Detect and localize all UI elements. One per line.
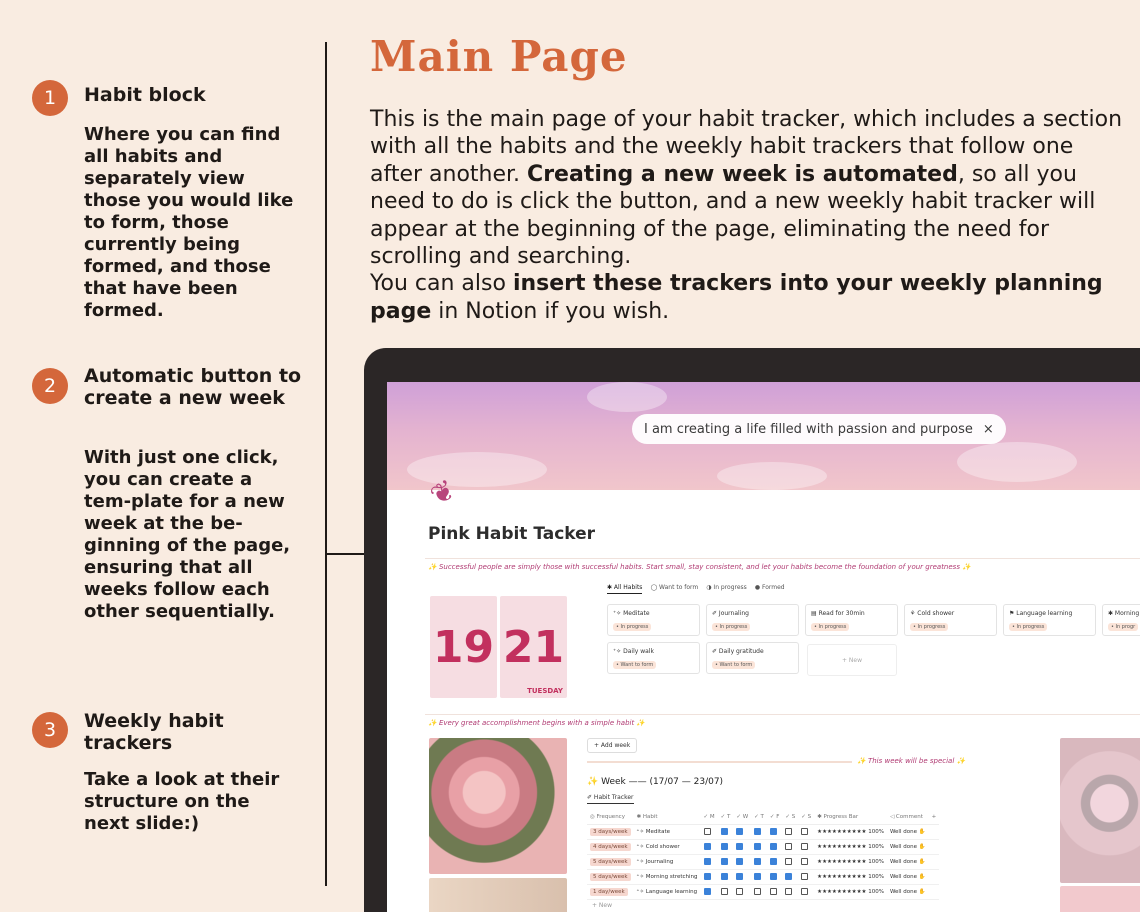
- habit-tracker-table: [587, 810, 939, 900]
- clock-hour: 19: [430, 596, 497, 698]
- frequency-tag: 5 days/week: [590, 873, 631, 881]
- step-body: With just one click, you can create a tem-plate for a new week at the be-ginning of the page, ensuring that all weeks follow each other sequentially.: [84, 447, 291, 622]
- book-photo: [429, 878, 567, 912]
- table-row[interactable]: [587, 839, 939, 854]
- progress-bar: ★★★★★★★★★★: [817, 858, 867, 865]
- habit-cell[interactable]: ⁺✧ Language learning: [634, 884, 701, 899]
- page-title: Main Page: [370, 32, 628, 81]
- progress-percent: 100%: [868, 858, 884, 865]
- day-checkbox[interactable]: [770, 843, 777, 850]
- frequency-tag: 4 days/week: [590, 843, 631, 851]
- progress-percent: 100%: [868, 843, 884, 850]
- habit-cell[interactable]: ⁺✧ Meditate: [634, 824, 701, 839]
- day-checkbox[interactable]: [721, 873, 728, 880]
- headphones-photo: [1060, 738, 1140, 883]
- step-title: Automatic button to create a new week: [84, 365, 302, 409]
- habit-card[interactable]: ⁺✧ Daily walk • Want to form: [607, 642, 700, 674]
- tab-all-habits[interactable]: ✱ All Habits: [607, 584, 642, 594]
- day-checkbox[interactable]: [754, 873, 761, 880]
- progress-percent: 100%: [868, 888, 884, 895]
- day-checkbox[interactable]: [736, 888, 743, 895]
- tab-in-progress[interactable]: ◑ In progress: [706, 584, 747, 591]
- day-checkbox[interactable]: [770, 873, 777, 880]
- day-checkbox[interactable]: [736, 828, 743, 835]
- add-week-button[interactable]: + Add week: [587, 738, 637, 753]
- banner-quote: ✨ Every great accomplishment begins with a simple habit ✨: [428, 719, 646, 727]
- day-checkbox[interactable]: [785, 888, 792, 895]
- day-checkbox[interactable]: [736, 873, 743, 880]
- habit-card[interactable]: ⚘ Cold shower • In progress: [904, 604, 997, 636]
- roses-photo: [429, 738, 567, 874]
- step-title: Habit block: [84, 84, 206, 106]
- step-body: Take a look at their structure on the next slide:): [84, 769, 280, 834]
- habit-card[interactable]: ✐ Daily gratitude • Want to form: [706, 642, 799, 674]
- day-checkbox[interactable]: [704, 873, 711, 880]
- divider: [587, 761, 852, 763]
- day-checkbox[interactable]: [721, 828, 728, 835]
- habit-card[interactable]: ⚑ Language learning • In progress: [1003, 604, 1096, 636]
- comment-cell: Well done ✋: [887, 869, 929, 884]
- day-checkbox[interactable]: [801, 873, 808, 880]
- day-checkbox[interactable]: [704, 858, 711, 865]
- habit-card[interactable]: ▤ Read for 30min • In progress: [805, 604, 898, 636]
- progress-percent: 100%: [868, 873, 884, 880]
- table-row[interactable]: [587, 869, 939, 884]
- column-header: ✓ M: [701, 810, 718, 824]
- day-checkbox[interactable]: [704, 888, 711, 895]
- day-checkbox[interactable]: [801, 843, 808, 850]
- day-checkbox[interactable]: [704, 828, 711, 835]
- add-column-button[interactable]: +: [929, 810, 940, 824]
- comment-cell: Well done ✋: [887, 824, 929, 839]
- banner-quote: ✨ Successful people are simply those with successful habits. Start small, stay consistent, and let your habits become the foundation of your greatness ✨: [428, 563, 971, 571]
- habit-cell[interactable]: ⁺✧ Morning stretching: [634, 869, 701, 884]
- habit-cell[interactable]: ⁺✧ Journaling: [634, 854, 701, 869]
- notion-page-title[interactable]: Pink Habit Tacker: [428, 524, 596, 544]
- day-checkbox[interactable]: [754, 843, 761, 850]
- clock-day: TUESDAY: [527, 687, 563, 695]
- day-checkbox[interactable]: [721, 843, 728, 850]
- comment-cell: Well done ✋: [887, 854, 929, 869]
- leaf-icon: ❦: [424, 472, 462, 513]
- cover-image: [387, 382, 1140, 490]
- comment-cell: Well done ✋: [887, 884, 929, 899]
- day-checkbox[interactable]: [704, 843, 711, 850]
- new-row-button[interactable]: + New: [592, 902, 613, 909]
- day-checkbox[interactable]: [721, 858, 728, 865]
- divider-vertical: [325, 42, 327, 886]
- day-checkbox[interactable]: [770, 888, 777, 895]
- day-checkbox[interactable]: [754, 828, 761, 835]
- quote-pill[interactable]: I am creating a life filled with passion and purpose ×: [632, 414, 1006, 444]
- divider: [425, 558, 1140, 559]
- comment-cell: Well done ✋: [887, 839, 929, 854]
- column-header: ✓ T: [751, 810, 767, 824]
- divider: [425, 714, 1140, 715]
- column-header: ✓ T: [718, 810, 734, 824]
- tab-want-to-form[interactable]: ◯ Want to form: [650, 584, 699, 591]
- step-number: 1: [32, 80, 68, 116]
- clock-minute: 21 TUESDAY: [500, 596, 567, 698]
- flowers-photo: [1060, 886, 1140, 912]
- column-header: ✱ Progress Bar: [814, 810, 887, 824]
- habit-cell[interactable]: ⁺✧ Cold shower: [634, 839, 701, 854]
- progress-percent: 100%: [868, 828, 884, 835]
- table-row[interactable]: [587, 884, 939, 899]
- day-checkbox[interactable]: [801, 828, 808, 835]
- frequency-tag: 3 days/week: [590, 828, 631, 836]
- banner-quote: ✨ This week will be special ✨: [857, 757, 966, 765]
- frequency-tag: 1 day/week: [590, 888, 628, 896]
- new-card-button[interactable]: + New: [807, 644, 897, 676]
- habit-card[interactable]: ⁺✧ Meditate • In progress: [607, 604, 700, 636]
- progress-bar: ★★★★★★★★★★: [817, 888, 867, 895]
- day-checkbox[interactable]: [770, 858, 777, 865]
- step-number: 3: [32, 712, 68, 748]
- column-header: ◁ Comment: [887, 810, 929, 824]
- table-row[interactable]: [587, 824, 939, 839]
- column-header: ✓ S: [798, 810, 814, 824]
- day-checkbox[interactable]: [736, 843, 743, 850]
- day-checkbox[interactable]: [770, 828, 777, 835]
- column-header: ✱ Habit: [634, 810, 701, 824]
- day-checkbox[interactable]: [785, 873, 792, 880]
- step-body: Where you can find all habits and separately view those you would like to form, those currently being formed, and those that have been formed.: [84, 124, 294, 321]
- tab-formed[interactable]: ● Formed: [754, 584, 785, 591]
- column-header: ✓ W: [733, 810, 751, 824]
- day-checkbox[interactable]: [785, 828, 792, 835]
- day-checkbox[interactable]: [801, 858, 808, 865]
- close-icon[interactable]: ×: [982, 421, 994, 437]
- notion-screen: [387, 382, 1140, 912]
- habit-tabs: [607, 584, 785, 594]
- day-checkbox[interactable]: [736, 858, 743, 865]
- column-header: ✓ F: [767, 810, 783, 824]
- day-checkbox[interactable]: [721, 888, 728, 895]
- column-header: ✓ S: [782, 810, 798, 824]
- week-title: ✨ Week —— (17/07 — 23/07): [587, 777, 724, 787]
- progress-bar: ★★★★★★★★★★: [817, 843, 867, 850]
- day-checkbox[interactable]: [801, 888, 808, 895]
- frequency-tag: 5 days/week: [590, 858, 631, 866]
- day-checkbox[interactable]: [754, 888, 761, 895]
- column-header: ◎ Frequency: [587, 810, 634, 824]
- step-number: 2: [32, 368, 68, 404]
- day-checkbox[interactable]: [785, 858, 792, 865]
- progress-bar: ★★★★★★★★★★: [817, 828, 867, 835]
- day-checkbox[interactable]: [754, 858, 761, 865]
- habit-card[interactable]: ✱ Morning • In progr: [1102, 604, 1140, 636]
- habit-card[interactable]: ✐ Journaling • In progress: [706, 604, 799, 636]
- step-title: Weekly habit trackers: [84, 710, 224, 754]
- day-checkbox[interactable]: [785, 843, 792, 850]
- table-row[interactable]: [587, 854, 939, 869]
- tab-habit-tracker[interactable]: ✐ Habit Tracker: [587, 794, 634, 804]
- intro-text: This is the main page of your habit tracker, which includes a section with all the habits and the weekly habit trackers that follow one after another. Creating a new week is automated, so all you need to do is click the button, and a new weekly habit tracker will appear at the beginning of the page, eliminating the need for scrolling and searching. You can also insert these trackers into your weekly planning page in Notion if you wish.: [370, 107, 1123, 324]
- progress-bar: ★★★★★★★★★★: [817, 873, 867, 880]
